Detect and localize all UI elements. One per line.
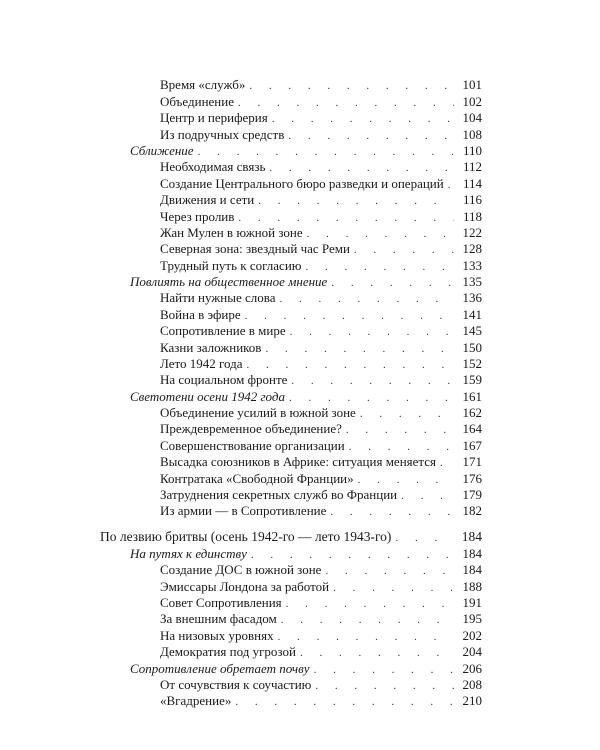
toc-chapter-page: 184: [461, 529, 482, 544]
toc-entry-page: 167: [462, 438, 482, 453]
toc-section: [130, 546, 482, 563]
dot-leader: [279, 291, 454, 307]
toc-entry-page: 116: [462, 192, 482, 207]
dot-leader: [258, 193, 454, 209]
toc-chapter: [100, 529, 482, 546]
toc-entry-title: Контратака «Свободной Франции»: [160, 471, 354, 486]
toc-section: [130, 274, 482, 291]
dot-leader: [395, 530, 454, 546]
toc-entry-title: Совет Сопротивления: [160, 595, 282, 610]
toc-entry-page: 176: [462, 471, 482, 486]
toc-entry-page: 159: [462, 372, 482, 387]
dot-leader: [198, 144, 454, 160]
dot-leader: [331, 275, 454, 291]
dot-leader: [281, 612, 454, 628]
dot-leader: [251, 547, 454, 563]
toc-chapter-title: По лезвию бритвы (осень 1942-го — лето 1943-го): [100, 529, 392, 544]
toc-entry-title: За внешним фасадом: [160, 611, 277, 626]
toc-entry-title: Время «служб»: [160, 77, 246, 92]
toc-entry: [160, 611, 482, 628]
toc-entry-title: Найти нужные слова: [160, 290, 276, 305]
toc-entry-page: 112: [462, 159, 482, 174]
toc-entry-title: Создание Центрального бюро разведки и операций: [160, 176, 444, 191]
toc-entry-page: 195: [462, 611, 482, 626]
toc-entry-page: 204: [462, 644, 482, 659]
toc-section-title: Повлиять на общественное мнение: [130, 274, 328, 289]
toc-entry-title: От сочувствия к соучастию: [160, 677, 312, 692]
toc-entry-title: Война в эфире: [160, 307, 241, 322]
dot-leader: [238, 210, 454, 226]
toc-entry: [160, 94, 482, 111]
dot-leader: [278, 629, 454, 645]
toc-entry-title: Центр и периферия: [160, 110, 268, 125]
toc-entry-title: Из подручных средств: [160, 127, 285, 142]
toc-entry-title: Сопротивление в мире: [160, 323, 286, 338]
toc-entry: [160, 110, 482, 127]
toc-entry-title: Через пролив: [160, 209, 235, 224]
toc-entry: [160, 372, 482, 389]
toc-entry: [160, 159, 482, 176]
dot-leader: [440, 455, 454, 471]
toc-entry: [160, 258, 482, 275]
dot-leader: [330, 504, 454, 520]
toc-entry: [160, 644, 482, 661]
toc-entry: [160, 307, 482, 324]
dot-leader: [265, 341, 454, 357]
toc-entry-page: 118: [462, 209, 482, 224]
toc-entry-page: 133: [462, 258, 482, 273]
toc-entry-title: На низовых уровнях: [160, 628, 274, 643]
toc-entry-title: Объединение: [160, 94, 234, 109]
toc-section-page: 135: [462, 274, 482, 289]
toc-entry-title: Высадка союзников в Африке: ситуация меняется: [160, 454, 436, 469]
toc-entry: [160, 192, 482, 209]
dot-leader: [315, 678, 454, 694]
dot-leader: [360, 406, 454, 422]
toc-entry: [160, 241, 482, 258]
toc-entry-page: 150: [462, 340, 482, 355]
toc-entry-title: Жан Мулен в южной зоне: [160, 225, 303, 240]
toc-entry-title: На социальном фронте: [160, 372, 288, 387]
toc-entry: [160, 595, 482, 612]
toc-entry: [160, 405, 482, 422]
dot-leader: [306, 259, 455, 275]
dot-leader: [272, 111, 454, 127]
dot-leader: [238, 95, 454, 111]
toc-entry-title: Лето 1942 года: [160, 356, 243, 371]
toc-section-page: 206: [462, 661, 482, 676]
toc-section-title: Светотени осени 1942 года: [130, 389, 285, 404]
toc-section: [130, 661, 482, 678]
toc-entry-title: Северная зона: звездный час Реми: [160, 241, 350, 256]
toc-entry: [160, 340, 482, 357]
dot-leader: [235, 694, 454, 710]
dot-leader: [325, 563, 454, 579]
toc-entry-page: 102: [462, 94, 482, 109]
toc-entry-page: 210: [462, 693, 482, 708]
toc-entry-page: 208: [462, 677, 482, 692]
dot-leader: [291, 373, 454, 389]
toc-entry-page: 164: [462, 421, 482, 436]
toc-entry-page: 179: [462, 487, 482, 502]
dot-leader: [288, 128, 454, 144]
dot-leader: [346, 422, 454, 438]
toc-entry: [160, 127, 482, 144]
toc-section-title: Сопротивление обретает почву: [130, 661, 310, 676]
toc-entry: [160, 225, 482, 242]
dot-leader: [247, 357, 454, 373]
toc-entry: [160, 454, 482, 471]
dot-leader: [307, 226, 454, 242]
toc-entry-title: Совершенствование организации: [160, 438, 345, 453]
toc-entry-page: 101: [462, 77, 482, 92]
toc-entry: [160, 579, 482, 596]
dot-leader: [333, 580, 454, 596]
toc-entry-title: Движения и сети: [160, 192, 255, 207]
toc-entry: [160, 356, 482, 373]
dot-leader: [249, 78, 454, 94]
toc-section: [130, 143, 482, 160]
toc-entry-page: 114: [462, 176, 482, 191]
toc-entry-title: Затруднения секретных служб во Франции: [160, 487, 398, 502]
dot-leader: [354, 242, 454, 258]
toc-entry: [160, 77, 482, 94]
dot-leader: [401, 488, 454, 504]
toc-entry-title: Казни заложников: [160, 340, 262, 355]
dot-leader: [269, 160, 454, 176]
dot-leader: [358, 472, 454, 488]
dot-leader: [286, 596, 454, 612]
toc-entry: [160, 487, 482, 504]
toc-entry-page: 188: [462, 579, 482, 594]
toc-entry: [160, 562, 482, 579]
toc-entry-page: 191: [462, 595, 482, 610]
toc-entry-page: 184: [462, 562, 482, 577]
dot-leader: [289, 390, 454, 406]
toc-section-page: 110: [462, 143, 482, 158]
toc-entry-page: 145: [462, 323, 482, 338]
toc-entry-title: Эмиссары Лондона за работой: [160, 579, 330, 594]
toc-entry-title: Объединение усилий в южной зоне: [160, 405, 356, 420]
toc-entry: [160, 290, 482, 307]
toc-entry-page: 104: [462, 110, 482, 125]
toc-entry: [160, 438, 482, 455]
dot-leader: [290, 324, 454, 340]
toc-section-title: На путях к единству: [130, 546, 247, 561]
toc-section-title: Сближение: [130, 143, 194, 158]
toc-entry-title: Необходимая связь: [160, 159, 266, 174]
toc-entry: [160, 323, 482, 340]
toc-entry-title: Демократия под угрозой: [160, 644, 296, 659]
toc-section: [130, 389, 482, 406]
toc-entry-page: 141: [462, 307, 482, 322]
toc-entry: [160, 421, 482, 438]
toc-section-page: 184: [462, 546, 482, 561]
toc-entry-title: «Вгадрение»: [160, 693, 232, 708]
toc-entry-title: Из армии — в Сопротивление: [160, 503, 327, 518]
toc-entry: [160, 209, 482, 226]
toc-entry-title: Трудный путь к согласию: [160, 258, 302, 273]
toc-entry: [160, 628, 482, 645]
dot-leader: [245, 308, 454, 324]
toc-entry-page: 162: [462, 405, 482, 420]
toc-entry-page: 108: [462, 127, 482, 142]
toc-entry: [160, 693, 482, 710]
dot-leader: [300, 645, 454, 661]
dot-leader: [314, 662, 454, 678]
toc-section-page: 161: [462, 389, 482, 404]
toc-entry-page: 182: [462, 503, 482, 518]
toc-entry-title: Преждевременное объединение?: [160, 421, 342, 436]
toc-entry-page: 202: [462, 628, 482, 643]
toc-entry-page: 128: [462, 241, 482, 256]
toc-entry-page: 122: [462, 225, 482, 240]
toc-entry-page: 171: [462, 454, 482, 469]
toc-entry: [160, 471, 482, 488]
toc-entry-page: 136: [462, 290, 482, 305]
toc-entry-page: 152: [462, 356, 482, 371]
toc-entry-title: Создание ДОС в южной зоне: [160, 562, 322, 577]
toc-entry: [160, 503, 482, 520]
dot-leader: [349, 439, 454, 455]
toc-entry: [160, 677, 482, 694]
toc-entry: [160, 176, 482, 193]
